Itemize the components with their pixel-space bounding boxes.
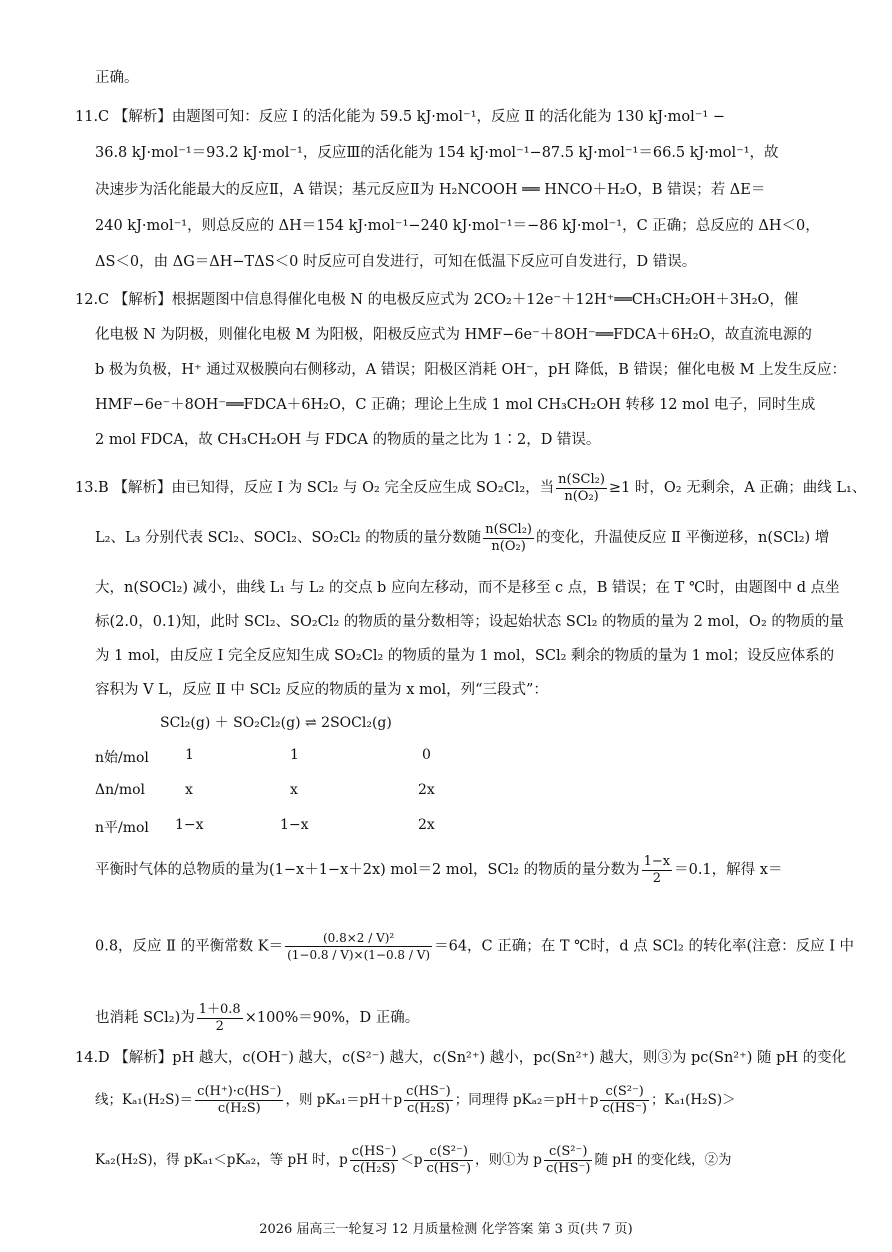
text-line: 标(2.0，0.1)知，此时 SCl₂、SO₂Cl₂ 的物质的量分数相等；设起始状态 SCl₂ 的物质的量为 2 mol，O₂ 的物质的量	[95, 614, 844, 630]
text-line: 正确。	[95, 70, 139, 86]
text-segment: ；Kₐ₁(H₂S)＞	[650, 1092, 736, 1108]
text-segment: 随 pH 的变化线，②为	[594, 1152, 732, 1168]
text-line: 大，n(SOCl₂) 减小，曲线 L₁ 与 L₂ 的交点 b 应向左移动，而不是移至 c 点，B 错误；在 T ℃时，由题图中 d 点坐	[95, 580, 840, 596]
numerator: c(S²⁻)	[544, 1144, 593, 1161]
page-footer: 2026 届高三一轮复习 12 月质量检测 化学答案 第 3 页(共 7 页)	[259, 1222, 633, 1237]
denominator: n(O₂)	[491, 538, 526, 554]
fraction	[544, 1144, 593, 1177]
denominator: c(HS⁻)	[426, 1161, 472, 1176]
row-label: Δn/mol	[95, 782, 146, 798]
text-segment: 13.B 【解析】由已知得，反应 Ⅰ 为 SCl₂ 与 O₂ 完全反应生成 SO₂Cl₂，当	[75, 480, 555, 496]
text-segment: 线；Kₐ₁(H₂S)＝	[95, 1092, 194, 1108]
answer-14: 14.D 【解析】pH 越大，c(OH⁻) 越大，c(S²⁻) 越大，c(Sn²⁺) 越小，pc(Sn²⁺) 越大，则③为 pc(Sn²⁺) 随 pH 的变化	[75, 1050, 847, 1066]
numerator: n(SCl₂)	[485, 521, 532, 537]
text-segment: ≥1 时，O₂ 无剩余，A 正确；曲线 L₁、	[608, 480, 867, 496]
fraction	[404, 1084, 453, 1117]
numerator: n(SCl₂)	[558, 471, 605, 487]
fraction	[424, 1144, 473, 1177]
text-line: HMF−6e⁻＋8OH⁻══FDCA＋6H₂O，C 正确；理论上生成 1 mol CH₃CH₂OH 转移 12 mol 电子，同时生成	[95, 397, 816, 413]
text-segment: ，则 pKₐ₁＝pH＋p	[285, 1092, 403, 1108]
text-line	[95, 520, 830, 556]
cell: 1	[185, 747, 194, 763]
text-segment: 0.8，反应 Ⅱ 的平衡常数 K＝	[95, 938, 284, 955]
fraction	[197, 1002, 243, 1035]
row-label: n平/mol	[95, 820, 149, 836]
text-segment: ＜p	[400, 1152, 423, 1168]
text-line: 为 1 mol，由反应 Ⅰ 完全反应知生成 SO₂Cl₂ 的物质的量为 1 mol，SCl₂ 剩余的物质的量为 1 mol；设反应体系的	[95, 648, 835, 664]
denominator: 2	[215, 1018, 224, 1034]
text-segment: ＝0.1，解得 x＝	[674, 862, 783, 878]
numerator: 1−x	[643, 853, 671, 869]
numerator: c(HS⁻)	[406, 1084, 451, 1099]
cell: 1−x	[280, 817, 309, 833]
numerator: c(S²⁻)	[600, 1084, 649, 1101]
numerator: c(H⁺)·c(HS⁻)	[197, 1084, 282, 1099]
fraction	[556, 472, 607, 505]
cell: 1−x	[175, 817, 204, 833]
denominator: 2	[652, 870, 661, 886]
text-line: b 极为负极，H⁺ 通过双极膜向右侧移动，A 错误；阳极区消耗 OH⁻，pH 降低，B 错误；催化电极 M 上发生反应：	[95, 362, 847, 378]
text-line	[95, 1142, 820, 1178]
text-line: ΔS＜0，由 ΔG＝ΔH−TΔS＜0 时反应可自发进行，可知在低温下反应可自发进行，D 错误。	[95, 254, 697, 270]
fraction	[195, 1084, 283, 1117]
numerator: c(S²⁻)	[424, 1144, 473, 1161]
text-line: 决速步为活化能最大的反应Ⅱ，A 错误；基元反应Ⅱ为 H₂NCOOH ══ HNCO＋H₂O，B 错误；若 ΔE＝	[95, 182, 766, 198]
denominator: n(O₂)	[564, 488, 599, 504]
fraction	[642, 854, 673, 887]
denominator: c(H₂S)	[352, 1161, 396, 1176]
text-line	[95, 930, 855, 963]
text-segment: 也消耗 SCl₂)为	[95, 1010, 195, 1026]
denominator: c(H₂S)	[217, 1101, 261, 1116]
cell: x	[290, 782, 298, 798]
answer-11: 11.C 【解析】由题图可知：反应 Ⅰ 的活化能为 59.5 kJ·mol⁻¹，反应 Ⅱ 的活化能为 130 kJ·mol⁻¹ −	[75, 109, 726, 125]
denominator: c(H₂S)	[406, 1101, 450, 1116]
equilibrium-constant-fraction	[285, 930, 432, 963]
cell: 0	[422, 747, 431, 763]
text-line: 36.8 kJ·mol⁻¹＝93.2 kJ·mol⁻¹，反应Ⅲ的活化能为 154 kJ·mol⁻¹−87.5 kJ·mol⁻¹＝66.5 kJ·mol⁻¹，故	[95, 145, 779, 161]
cell: 2x	[418, 782, 435, 798]
text-line: 240 kJ·mol⁻¹，则总反应的 ΔH＝154 kJ·mol⁻¹−240 kJ·mol⁻¹＝−86 kJ·mol⁻¹，C 正确；总反应的 ΔH＜0，	[95, 218, 820, 234]
text-segment: L₂、L₃ 分别代表 SCl₂、SOCl₂、SO₂Cl₂ 的物质的量分数随	[95, 530, 482, 546]
text-segment: Kₐ₂(H₂S)，得 pKₐ₁＜pKₐ₂，等 pH 时，p	[95, 1152, 348, 1168]
text-line: 2 mol FDCA，故 CH₃CH₂OH 与 FDCA 的物质的量之比为 1∶2，D 错误。	[95, 432, 601, 448]
fraction	[350, 1144, 399, 1177]
text-segment: 平衡时气体的总物质的量为(1−x＋1−x＋2x) mol＝2 mol，SCl₂ 的物质的量分数为	[95, 862, 640, 878]
answer-12: 12.C 【解析】根据题图中信息得催化电极 N 的电极反应式为 2CO₂＋12e⁻＋12H⁺══CH₃CH₂OH＋3H₂O，催	[75, 292, 799, 308]
cell: 1	[290, 747, 299, 763]
answer-13	[75, 470, 867, 506]
text-line	[95, 1082, 820, 1118]
denominator: c(HS⁻)	[545, 1161, 591, 1176]
fraction	[483, 522, 534, 555]
fraction	[600, 1084, 649, 1117]
text-segment: ；同理得 pKₐ₂＝pH＋p	[454, 1092, 599, 1108]
numerator: 1＋0.8	[198, 1001, 241, 1017]
numerator: c(HS⁻)	[351, 1144, 397, 1159]
denominator: c(HS⁻)	[602, 1101, 647, 1116]
text-segment: 的变化，升温使反应 Ⅱ 平衡逆移，n(SCl₂) 增	[535, 530, 830, 546]
denominator: (1−0.8 / V)×(1−0.8 / V)	[287, 948, 431, 962]
text-segment: ，则①为 p	[475, 1152, 542, 1168]
row-label: n始/mol	[95, 750, 149, 766]
text-segment: ＝64，C 正确；在 T ℃时，d 点 SCl₂ 的转化率(注意：反应 Ⅰ 中	[434, 938, 855, 955]
text-line	[95, 852, 820, 888]
cell: x	[185, 782, 193, 798]
cell: 2x	[418, 817, 435, 833]
text-line: 容积为 V L，反应 Ⅱ 中 SCl₂ 反应的物质的量为 x mol，列“三段式”：	[95, 682, 548, 698]
text-line	[95, 1000, 820, 1036]
equation: SCl₂(g) ＋ SO₂Cl₂(g) ⇌ 2SOCl₂(g)	[160, 715, 392, 731]
text-segment: ×100%＝90%，D 正确。	[244, 1010, 420, 1026]
text-line: 化电极 N 为阴极，则催化电极 M 为阳极，阳极反应式为 HMF−6e⁻＋8OH⁻══FDCA＋6H₂O，故直流电源的	[95, 327, 812, 343]
numerator: (0.8×2 / V)²	[285, 930, 432, 947]
